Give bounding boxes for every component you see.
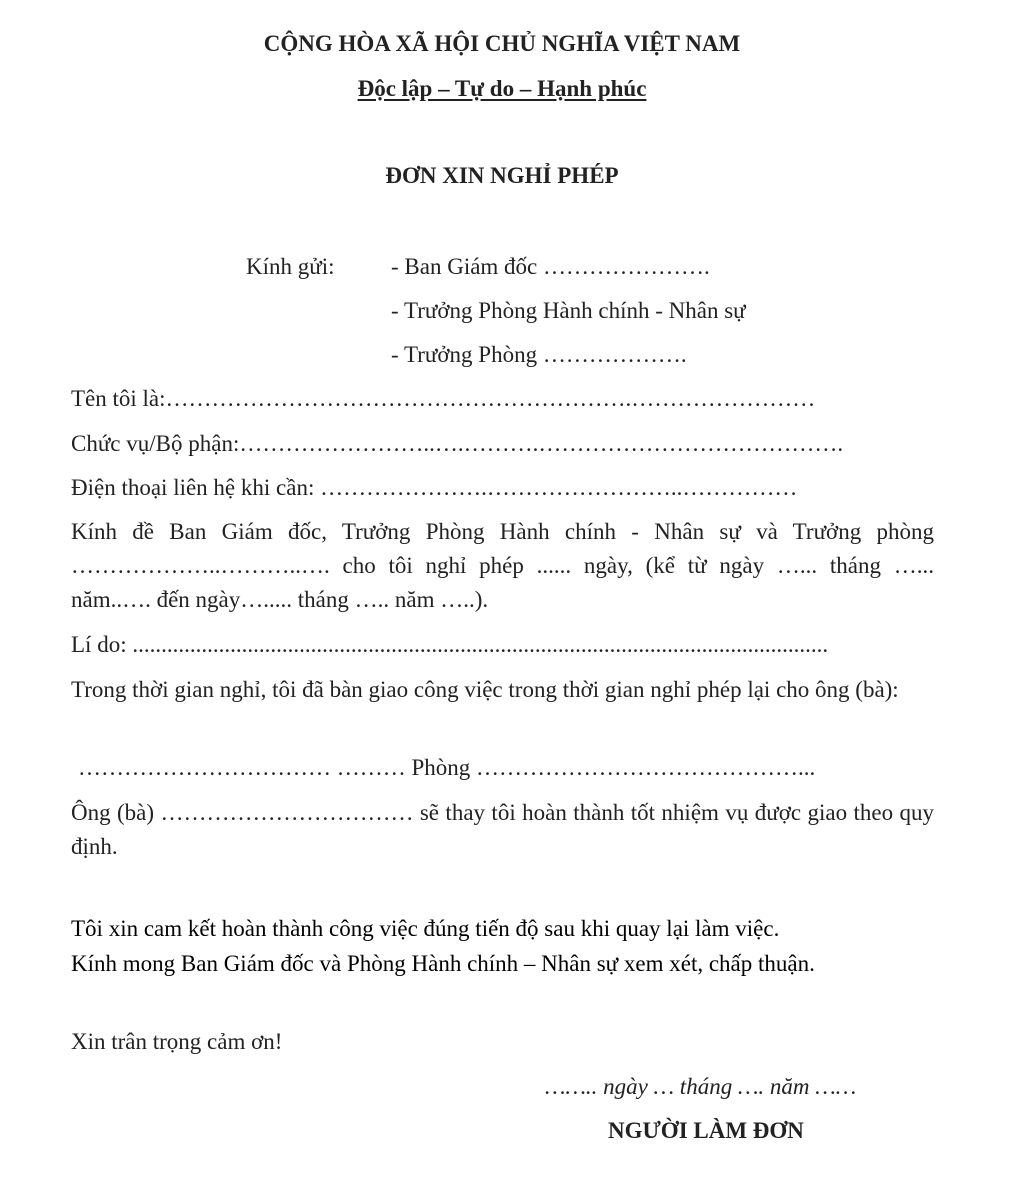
document-title: ĐƠN XIN NGHỈ PHÉP: [385, 163, 619, 188]
commitment-line-2: Kính mong Ban Giám đốc và Phòng Hành chính – Nhân sự xem xét, chấp thuận.: [71, 951, 815, 976]
position-field: Chức vụ/Bộ phận:……………………..….……….………………………………….: [71, 431, 844, 456]
motto: Độc lập – Tự do – Hạnh phúc: [357, 76, 647, 101]
nation-header: CỘNG HÒA XÃ HỘI CHỦ NGHĨA VIỆT NAM: [263, 31, 741, 56]
replacement-paragraph: Ông (bà) …………………………… sẽ thay tôi hoàn thành tốt nhiệm vụ được giao theo quy định.: [71, 800, 934, 859]
recipient-dept-head: - Trưởng Phòng ……………….: [391, 342, 687, 367]
reason-field: Lí do: .........................................................................................................................: [71, 632, 829, 657]
recipient-hr-head: - Trưởng Phòng Hành chính - Nhân sự: [391, 298, 746, 323]
signature-label: NGƯỜI LÀM ĐƠN: [608, 1118, 804, 1143]
phone-field: Điện thoại liên hệ khi cần: ………………….……………………..……………: [71, 475, 798, 500]
name-field: Tên tôi là:…………………………………………………….……………………: [71, 386, 816, 411]
thanks-line: Xin trân trọng cảm ơn!: [71, 1029, 283, 1054]
commitment-line-1: Tôi xin cam kết hoàn thành công việc đúng tiến độ sau khi quay lại làm việc.: [71, 916, 780, 941]
handover-line: …………………………… ……… Phòng ……………………………………...: [78, 755, 816, 780]
signature-date: …….. ngày … tháng …. năm ……: [545, 1074, 857, 1099]
recipient-board: - Ban Giám đốc ………………….: [391, 254, 710, 279]
handover-paragraph: Trong thời gian nghỉ, tôi đã bàn giao công việc trong thời gian nghỉ phép lại cho ông (bà):: [71, 677, 899, 702]
recipients-label: Kính gửi:: [246, 254, 335, 279]
request-paragraph: Kính đề Ban Giám đốc, Trưởng Phòng Hành chính - Nhân sự và Trưởng phòng ………………..………..…. cho tôi nghỉ phép ...... ngày, (kể từ ngày …... tháng …... năm..…. đến ngày…..... tháng ….. năm …..).: [71, 519, 934, 612]
